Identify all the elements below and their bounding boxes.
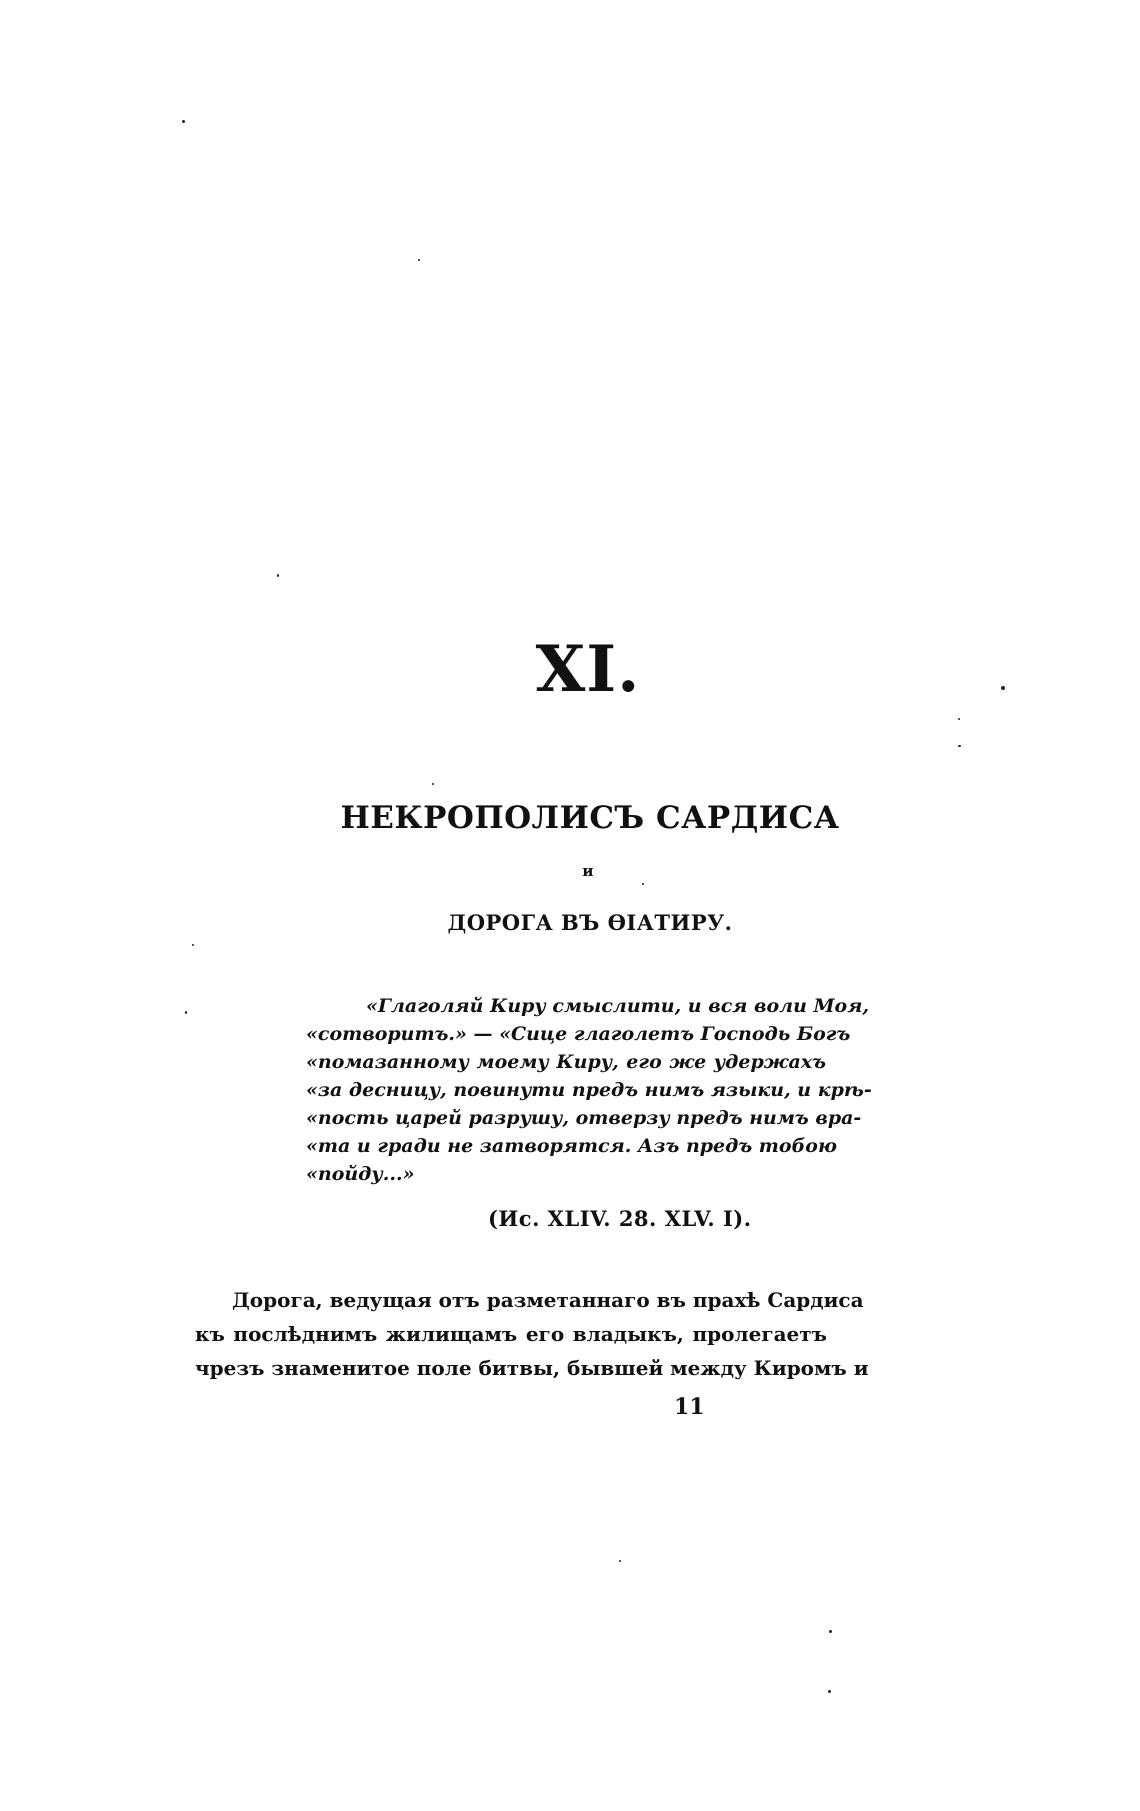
- scan-speck: [1001, 686, 1005, 690]
- scan-speck: [828, 1690, 831, 1693]
- epigraph-line: «за десницу, повинути предъ нимъ языки, и крѣ-: [306, 1079, 872, 1101]
- chapter-number: XI.: [535, 632, 641, 707]
- epigraph-line: «помазанному моему Киру, его же удержахъ: [306, 1051, 826, 1073]
- chapter-title: НЕКРОПОЛИСЪ САРДИСА: [340, 800, 840, 836]
- scan-speck: [277, 574, 279, 577]
- body-text: [195, 1283, 869, 1385]
- body-line: къ послѣднимъ жилищамъ его владыкъ, пролегаетъ: [195, 1322, 827, 1346]
- chapter-subtitle: ДОРОГА ВЪ ѲІАТИРУ.: [447, 910, 733, 935]
- epigraph-source: (Ис. XLIV. 28. XLV. I).: [488, 1206, 752, 1231]
- epigraph-line: «та и гради не затворятся. Азъ предъ тобою: [306, 1135, 837, 1157]
- epigraph-line: «сотворитъ.» — «Сице глаголетъ Господь Богъ: [306, 1023, 851, 1045]
- epigraph-line: «пойду...»: [306, 1163, 415, 1185]
- body-line: чрезъ знаменитое поле битвы, бывшей между Киромъ и: [195, 1356, 869, 1380]
- scan-speck: [182, 120, 185, 123]
- scan-speck: [432, 783, 434, 785]
- scan-speck: [829, 1630, 832, 1633]
- scan-speck: [619, 1560, 621, 1562]
- page-signature: 11: [674, 1394, 705, 1420]
- epigraph-line: «Глаголяй Киру смыслити, и вся воли Моя,: [366, 995, 869, 1017]
- scan-speck: [192, 944, 194, 946]
- epigraph-line: «пость царей разрушу, отверзу предъ нимъ вра-: [306, 1107, 862, 1129]
- body-line: Дорога, ведущая отъ разметаннаго въ прахѣ Сардиса: [232, 1288, 864, 1312]
- scan-speck: [958, 745, 961, 747]
- scan-speck: [418, 259, 420, 261]
- chapter-conjunction: и: [582, 862, 594, 880]
- scan-speck: [185, 1011, 187, 1014]
- scan-speck: [958, 718, 960, 720]
- scan-speck: [642, 883, 644, 885]
- epigraph: [306, 992, 872, 1188]
